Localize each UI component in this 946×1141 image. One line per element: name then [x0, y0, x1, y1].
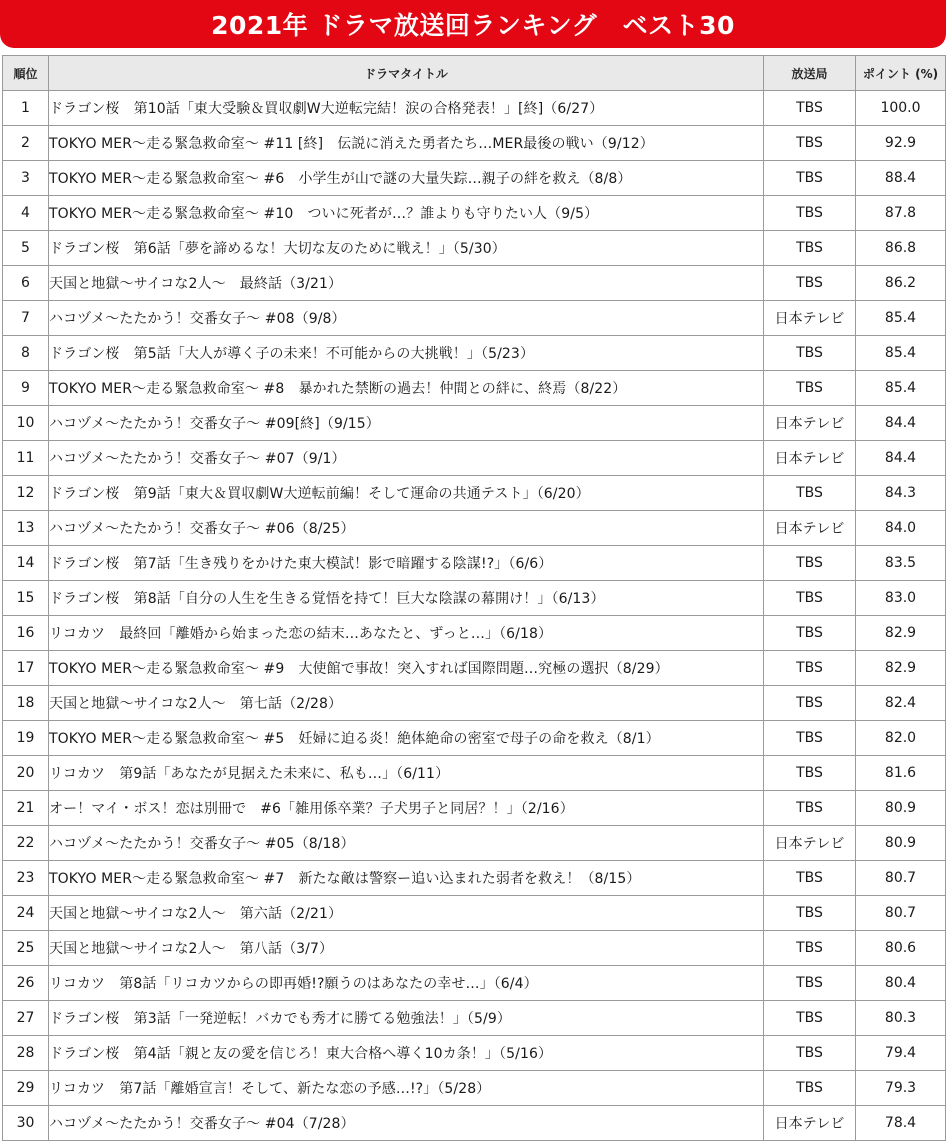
- station-cell: TBS: [764, 896, 856, 931]
- header-title: ドラマタイトル: [49, 56, 764, 91]
- table-row: [3, 266, 946, 301]
- station-cell: 日本テレビ: [764, 301, 856, 336]
- station-cell: TBS: [764, 756, 856, 791]
- point-cell: 80.4: [856, 966, 946, 1001]
- drama-title-cell: リコカツ 最終回「離婚から始まった恋の結末…あなたと、ずっと…」（6/18）: [49, 616, 764, 651]
- station-cell: TBS: [764, 1036, 856, 1071]
- drama-title-cell: 天国と地獄～サイコな2人～ 第八話（3/7）: [49, 931, 764, 966]
- rank-cell: 18: [3, 686, 49, 721]
- table-row: [3, 196, 946, 231]
- table-row: [3, 301, 946, 336]
- header-rank: 順位: [3, 56, 49, 91]
- station-cell: TBS: [764, 686, 856, 721]
- drama-title-cell: TOKYO MER～走る緊急救命室～ #7 新たな敵は警察ー追い込まれた弱者を救え！（8/15）: [49, 861, 764, 896]
- point-cell: 100.0: [856, 91, 946, 126]
- rank-cell: 7: [3, 301, 49, 336]
- drama-title-cell: 天国と地獄～サイコな2人～ 第七話（2/28）: [49, 686, 764, 721]
- point-cell: 86.8: [856, 231, 946, 266]
- rank-cell: 12: [3, 476, 49, 511]
- point-cell: 83.0: [856, 581, 946, 616]
- station-cell: TBS: [764, 231, 856, 266]
- drama-title-cell: TOKYO MER～走る緊急救命室～ #11 [終] 伝説に消えた勇者たち…MER最後の戦い（9/12）: [49, 126, 764, 161]
- station-cell: TBS: [764, 1001, 856, 1036]
- drama-title-cell: ドラゴン桜 第10話「東大受験＆買収劇W大逆転完結！涙の合格発表！」[終]（6/27）: [49, 91, 764, 126]
- rank-cell: 3: [3, 161, 49, 196]
- table-row: [3, 441, 946, 476]
- table-row: [3, 826, 946, 861]
- station-cell: 日本テレビ: [764, 441, 856, 476]
- point-cell: 84.4: [856, 441, 946, 476]
- table-row: [3, 476, 946, 511]
- rank-cell: 17: [3, 651, 49, 686]
- station-cell: TBS: [764, 791, 856, 826]
- point-cell: 87.8: [856, 196, 946, 231]
- drama-title-cell: ハコヅメ～たたかう！交番女子～ #04（7/28）: [49, 1106, 764, 1141]
- table-row: [3, 336, 946, 371]
- drama-title-cell: ハコヅメ～たたかう！交番女子～ #07（9/1）: [49, 441, 764, 476]
- drama-title-cell: ドラゴン桜 第9話「東大＆買収劇W大逆転前編！そして運命の共通テスト」（6/20）: [49, 476, 764, 511]
- point-cell: 80.9: [856, 826, 946, 861]
- drama-title-cell: ドラゴン桜 第8話「自分の人生を生きる覚悟を持て！巨大な陰謀の幕開け！」（6/13）: [49, 581, 764, 616]
- rank-cell: 20: [3, 756, 49, 791]
- drama-title-cell: リコカツ 第7話「離婚宣言！そして、新たな恋の予感…!?」（5/28）: [49, 1071, 764, 1106]
- point-cell: 82.9: [856, 616, 946, 651]
- rank-cell: 13: [3, 511, 49, 546]
- drama-title-cell: ハコヅメ～たたかう！交番女子～ #08（9/8）: [49, 301, 764, 336]
- rank-cell: 2: [3, 126, 49, 161]
- table-row: [3, 651, 946, 686]
- point-cell: 80.3: [856, 1001, 946, 1036]
- point-cell: 80.9: [856, 791, 946, 826]
- rank-cell: 19: [3, 721, 49, 756]
- header-station: 放送局: [764, 56, 856, 91]
- drama-title-cell: 天国と地獄～サイコな2人～ 最終話（3/21）: [49, 266, 764, 301]
- point-cell: 82.9: [856, 651, 946, 686]
- table-header-row: [3, 56, 946, 91]
- table-row: [3, 406, 946, 441]
- drama-title-cell: リコカツ 第9話「あなたが見据えた未来に、私も…」（6/11）: [49, 756, 764, 791]
- drama-title-cell: オー！マイ・ボス！恋は別冊で #6「雑用係卒業？子犬男子と同居？！」（2/16）: [49, 791, 764, 826]
- table-row: [3, 126, 946, 161]
- point-cell: 78.4: [856, 1106, 946, 1141]
- rank-cell: 24: [3, 896, 49, 931]
- point-cell: 80.7: [856, 861, 946, 896]
- station-cell: TBS: [764, 476, 856, 511]
- station-cell: TBS: [764, 546, 856, 581]
- table-row: [3, 721, 946, 756]
- point-cell: 80.7: [856, 896, 946, 931]
- table-row: [3, 966, 946, 1001]
- drama-title-cell: ドラゴン桜 第7話「生き残りをかけた東大模試！影で暗躍する陰謀!?」（6/6）: [49, 546, 764, 581]
- station-cell: TBS: [764, 196, 856, 231]
- station-cell: 日本テレビ: [764, 1106, 856, 1141]
- point-cell: 88.4: [856, 161, 946, 196]
- table-row: [3, 231, 946, 266]
- page-title: 2021年 ドラマ放送回ランキング ベスト30: [211, 11, 735, 40]
- station-cell: TBS: [764, 721, 856, 756]
- drama-title-cell: TOKYO MER～走る緊急救命室～ #5 妊婦に迫る炎！絶体絶命の密室で母子の命を救え（8/1）: [49, 721, 764, 756]
- drama-title-cell: ドラゴン桜 第5話「大人が導く子の未来！不可能からの大挑戦！」（5/23）: [49, 336, 764, 371]
- point-cell: 85.4: [856, 301, 946, 336]
- station-cell: TBS: [764, 861, 856, 896]
- rank-cell: 30: [3, 1106, 49, 1141]
- rank-cell: 6: [3, 266, 49, 301]
- table-row: [3, 546, 946, 581]
- table-row: [3, 91, 946, 126]
- point-cell: 80.6: [856, 931, 946, 966]
- rank-cell: 23: [3, 861, 49, 896]
- point-cell: 92.9: [856, 126, 946, 161]
- point-cell: 84.0: [856, 511, 946, 546]
- station-cell: TBS: [764, 91, 856, 126]
- drama-title-cell: ドラゴン桜 第3話「一発逆転！バカでも秀才に勝てる勉強法！」（5/9）: [49, 1001, 764, 1036]
- header-point: ポイント (%): [856, 56, 946, 91]
- drama-title-cell: ハコヅメ～たたかう！交番女子～ #06（8/25）: [49, 511, 764, 546]
- drama-title-cell: リコカツ 第8話「リコカツからの即再婚!?願うのはあなたの幸せ…」（6/4）: [49, 966, 764, 1001]
- table-row: [3, 371, 946, 406]
- table-body: [3, 91, 946, 1141]
- station-cell: TBS: [764, 336, 856, 371]
- station-cell: TBS: [764, 651, 856, 686]
- drama-title-cell: ドラゴン桜 第6話「夢を諦めるな！大切な友のために戦え！」（5/30）: [49, 231, 764, 266]
- point-cell: 82.4: [856, 686, 946, 721]
- rank-cell: 27: [3, 1001, 49, 1036]
- drama-title-cell: TOKYO MER～走る緊急救命室～ #10 ついに死者が…？誰よりも守りたい人（9/5）: [49, 196, 764, 231]
- station-cell: 日本テレビ: [764, 511, 856, 546]
- rank-cell: 21: [3, 791, 49, 826]
- ranking-table: [2, 55, 946, 1141]
- rank-cell: 8: [3, 336, 49, 371]
- station-cell: TBS: [764, 266, 856, 301]
- table-row: [3, 1071, 946, 1106]
- rank-cell: 15: [3, 581, 49, 616]
- point-cell: 79.3: [856, 1071, 946, 1106]
- drama-title-cell: ドラゴン桜 第4話「親と友の愛を信じろ！東大合格へ導く10カ条！」（5/16）: [49, 1036, 764, 1071]
- station-cell: TBS: [764, 966, 856, 1001]
- table-row: [3, 1001, 946, 1036]
- rank-cell: 28: [3, 1036, 49, 1071]
- station-cell: TBS: [764, 581, 856, 616]
- rank-cell: 10: [3, 406, 49, 441]
- drama-title-cell: TOKYO MER～走る緊急救命室～ #9 大使館で事故！突入すれば国際問題…究極の選択（8/29）: [49, 651, 764, 686]
- point-cell: 85.4: [856, 336, 946, 371]
- point-cell: 84.4: [856, 406, 946, 441]
- station-cell: 日本テレビ: [764, 406, 856, 441]
- drama-title-cell: ハコヅメ～たたかう！交番女子～ #09[終]（9/15）: [49, 406, 764, 441]
- point-cell: 83.5: [856, 546, 946, 581]
- station-cell: TBS: [764, 616, 856, 651]
- table-row: [3, 686, 946, 721]
- station-cell: TBS: [764, 371, 856, 406]
- table-row: [3, 616, 946, 651]
- point-cell: 79.4: [856, 1036, 946, 1071]
- table-row: [3, 1106, 946, 1141]
- rank-cell: 4: [3, 196, 49, 231]
- rank-cell: 29: [3, 1071, 49, 1106]
- station-cell: TBS: [764, 161, 856, 196]
- rank-cell: 22: [3, 826, 49, 861]
- station-cell: TBS: [764, 1071, 856, 1106]
- station-cell: TBS: [764, 126, 856, 161]
- title-banner: [0, 0, 946, 48]
- station-cell: 日本テレビ: [764, 826, 856, 861]
- table-row: [3, 581, 946, 616]
- table-row: [3, 1036, 946, 1071]
- table-row: [3, 511, 946, 546]
- drama-title-cell: 天国と地獄～サイコな2人～ 第六話（2/21）: [49, 896, 764, 931]
- table-row: [3, 931, 946, 966]
- rank-cell: 1: [3, 91, 49, 126]
- table-row: [3, 861, 946, 896]
- rank-cell: 14: [3, 546, 49, 581]
- rank-cell: 9: [3, 371, 49, 406]
- drama-title-cell: TOKYO MER～走る緊急救命室～ #6 小学生が山で謎の大量失踪…親子の絆を救え（8/8）: [49, 161, 764, 196]
- point-cell: 84.3: [856, 476, 946, 511]
- drama-title-cell: ハコヅメ～たたかう！交番女子～ #05（8/18）: [49, 826, 764, 861]
- point-cell: 85.4: [856, 371, 946, 406]
- table-row: [3, 896, 946, 931]
- rank-cell: 25: [3, 931, 49, 966]
- point-cell: 82.0: [856, 721, 946, 756]
- table-row: [3, 161, 946, 196]
- point-cell: 86.2: [856, 266, 946, 301]
- table-row: [3, 756, 946, 791]
- point-cell: 81.6: [856, 756, 946, 791]
- rank-cell: 16: [3, 616, 49, 651]
- drama-title-cell: TOKYO MER～走る緊急救命室～ #8 暴かれた禁断の過去！仲間との絆に、終焉（8/22）: [49, 371, 764, 406]
- station-cell: TBS: [764, 931, 856, 966]
- rank-cell: 26: [3, 966, 49, 1001]
- table-row: [3, 791, 946, 826]
- rank-cell: 5: [3, 231, 49, 266]
- rank-cell: 11: [3, 441, 49, 476]
